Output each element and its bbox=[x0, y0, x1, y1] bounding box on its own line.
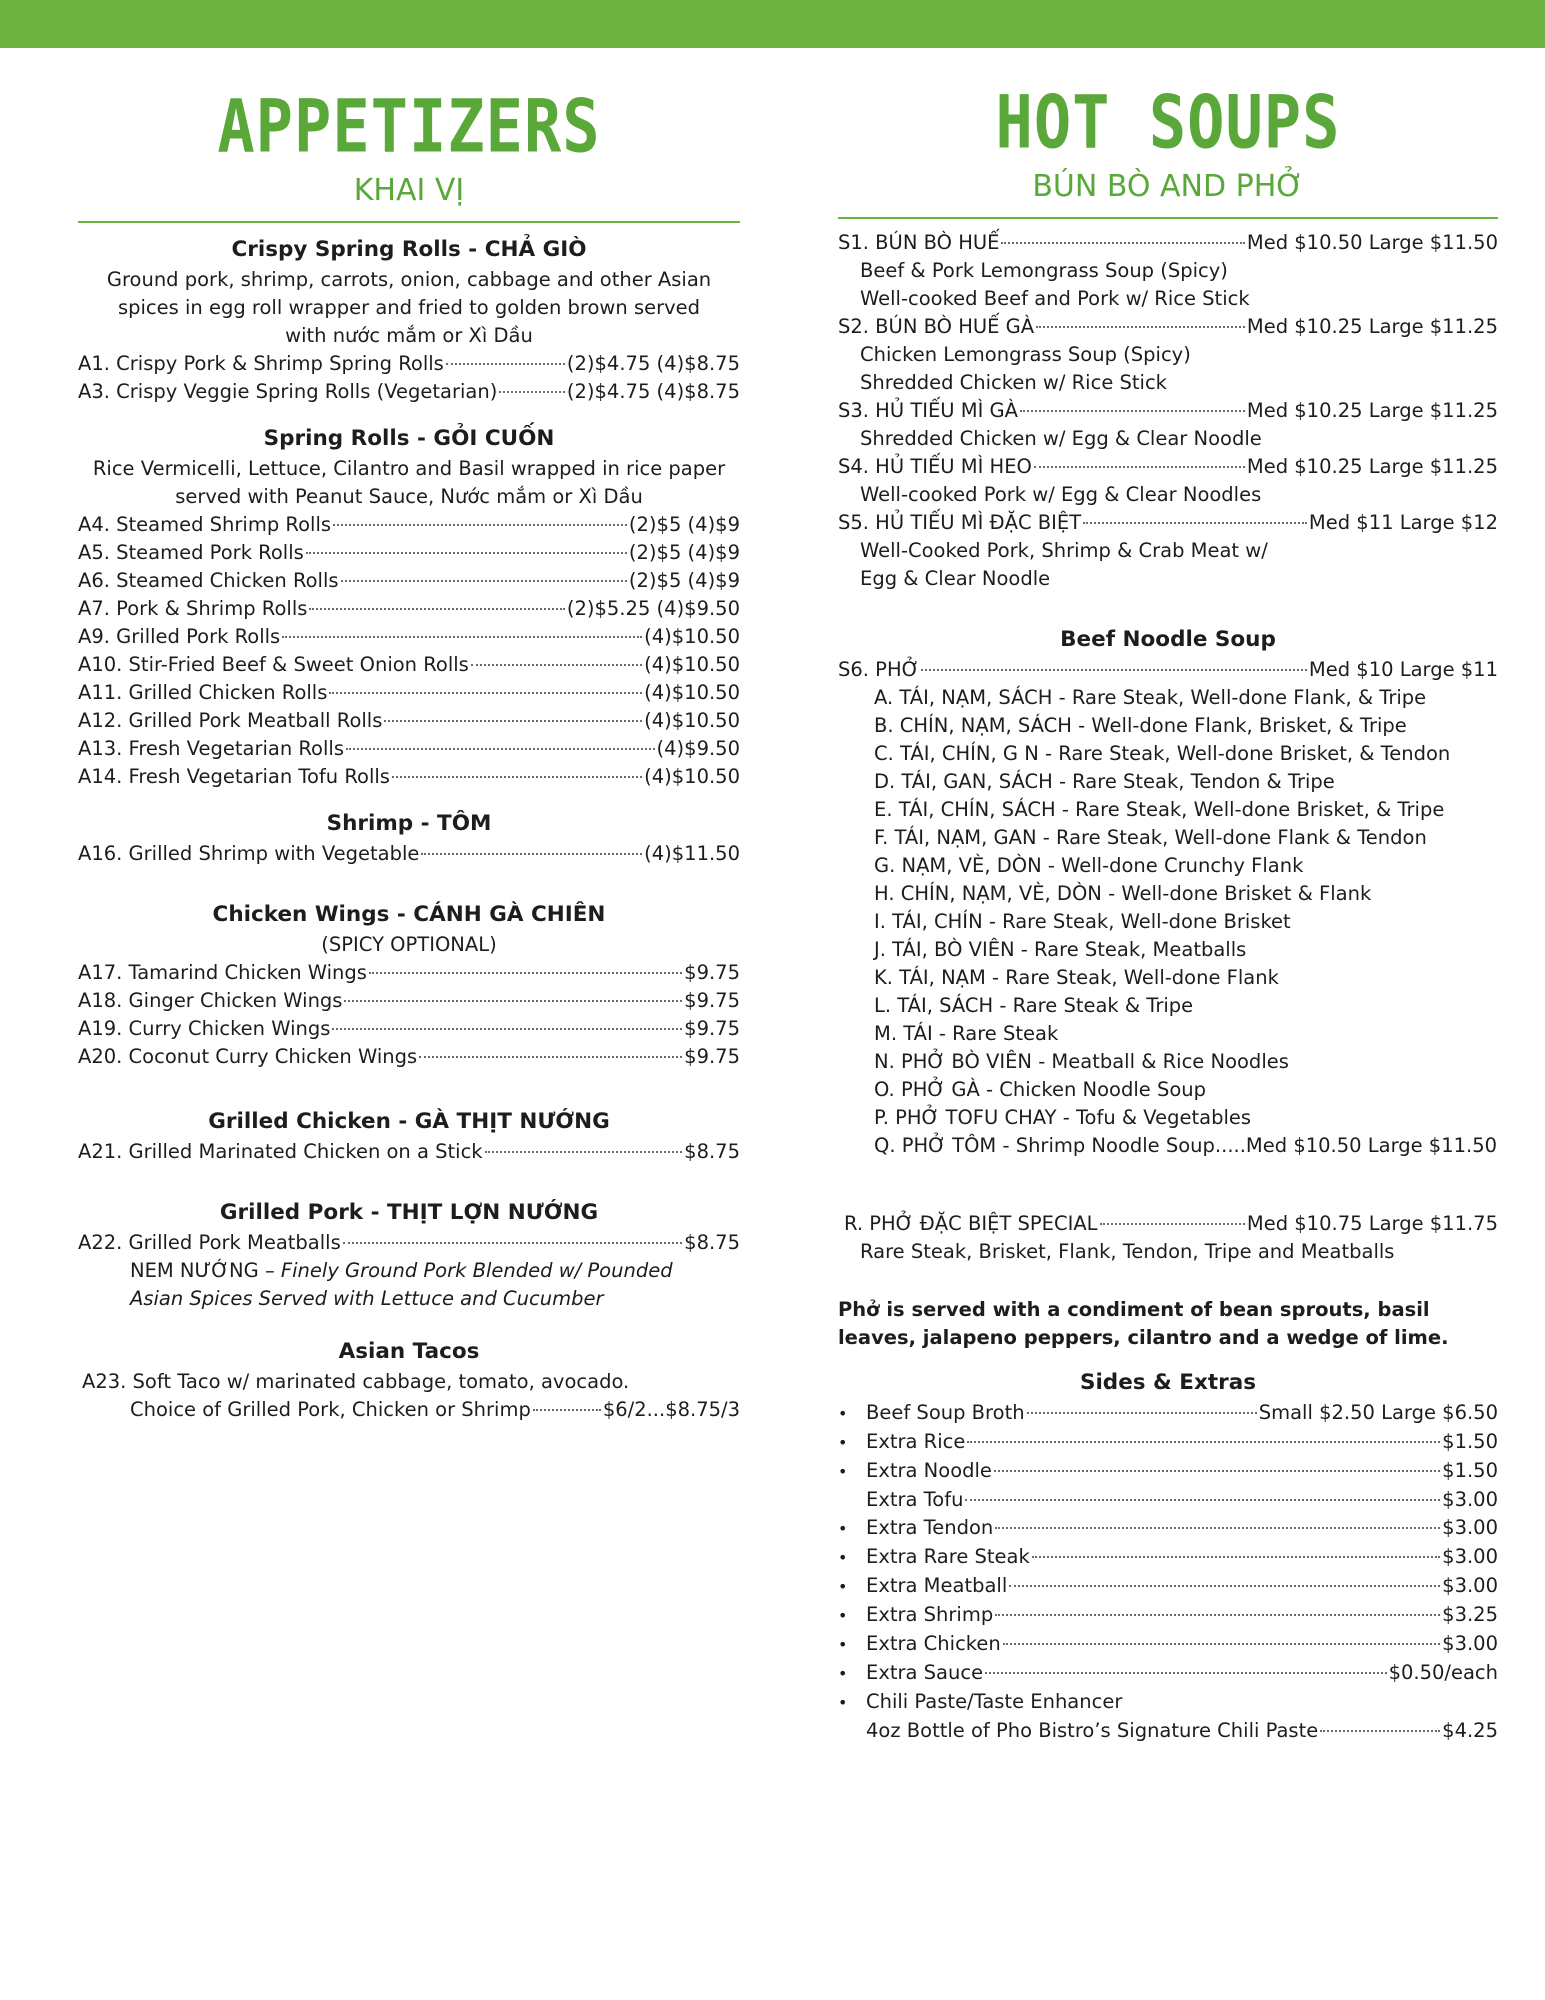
item-price: (4)$11.50 bbox=[644, 842, 740, 865]
menu-item bbox=[838, 229, 1498, 257]
menu-item bbox=[838, 656, 1498, 684]
dot-leader bbox=[392, 776, 642, 778]
item-price: Med $10.25 Large $11.25 bbox=[1246, 455, 1498, 478]
menu-item bbox=[78, 735, 740, 763]
dot-leader bbox=[1320, 1730, 1440, 1732]
item-desc: Beef & Pork Lemongrass Soup (Spicy) bbox=[860, 259, 1228, 282]
item-price: $6/2...$8.75/3 bbox=[602, 1398, 740, 1421]
item-name: Extra Tofu bbox=[866, 1488, 964, 1511]
menu-item bbox=[78, 959, 740, 987]
appetizers-column bbox=[78, 48, 740, 1424]
item-price: (2)$5 (4)$9 bbox=[628, 541, 740, 564]
menu-item bbox=[78, 707, 740, 735]
pho-option: A. TÁI, NẠM, SÁCH - Rare Steak, Well-done Flank, & Tripe bbox=[874, 686, 1427, 709]
dot-leader bbox=[1100, 1223, 1245, 1225]
item-desc: Chicken Lemongrass Soup (Spicy) bbox=[860, 343, 1191, 366]
menu-item bbox=[838, 453, 1498, 481]
item-name: S1. BÚN BÒ HUẾ bbox=[838, 231, 1000, 254]
note-lead: NEM NƯỚNG – bbox=[130, 1259, 281, 1282]
bullet: • bbox=[838, 1548, 848, 1567]
beef-noodle-section-title: Beef Noodle Soup bbox=[1060, 627, 1276, 652]
item-price: (4)$10.50 bbox=[644, 765, 740, 788]
side-item bbox=[838, 1717, 1498, 1745]
item-price: $3.00 bbox=[1442, 1516, 1498, 1539]
dot-leader bbox=[1020, 410, 1245, 412]
dot-leader bbox=[485, 1151, 683, 1153]
dot-leader bbox=[471, 664, 642, 666]
dot-leader bbox=[995, 1527, 1440, 1529]
side-item bbox=[838, 1428, 1498, 1457]
appetizers-header bbox=[78, 48, 740, 207]
dot-leader bbox=[985, 1672, 1387, 1674]
sides-list bbox=[838, 1399, 1498, 1745]
pho-option: L. TÁI, SÁCH - Rare Steak & Tripe bbox=[874, 994, 1194, 1017]
item-desc: Egg & Clear Noodle bbox=[860, 567, 1051, 590]
appetizers-divider bbox=[78, 221, 740, 223]
item-price: Med $10.50 Large $11.50 bbox=[1246, 231, 1498, 254]
spring-desc-line: Rice Vermicelli, Lettuce, Cilantro and Basil wrapped in rice paper bbox=[92, 457, 726, 480]
pho-option: N. PHỞ BÒ VIÊN - Meatball & Rice Noodles bbox=[874, 1050, 1289, 1073]
menu-item bbox=[78, 539, 740, 567]
item-price: $9.75 bbox=[684, 1045, 740, 1068]
item-price: $3.25 bbox=[1442, 1603, 1498, 1626]
crispy-desc-line: with nước mắm or Xì Dầu bbox=[285, 324, 533, 347]
dot-leader bbox=[333, 524, 627, 526]
menu-item bbox=[78, 1043, 740, 1071]
item-price: $0.50/each bbox=[1388, 1661, 1498, 1684]
item-name: A10. Stir-Fried Beef & Sweet Onion Rolls bbox=[78, 653, 469, 676]
dot-leader bbox=[346, 748, 655, 750]
dot-leader bbox=[341, 580, 627, 582]
dot-leader bbox=[1032, 1556, 1440, 1558]
grilled-pork-section-title: Grilled Pork - THỊT LỢN NƯỚNG bbox=[219, 1200, 599, 1225]
item-name: A7. Pork & Shrimp Rolls bbox=[78, 597, 308, 620]
item-price: Med $10.50 Large $11.50 bbox=[1245, 1134, 1498, 1157]
nem-nuong-note-line2: Asian Spices Served with Lettuce and Cucumber bbox=[130, 1287, 604, 1310]
item-price: (4)$10.50 bbox=[644, 709, 740, 732]
item-price: Med $10.25 Large $11.25 bbox=[1246, 399, 1498, 422]
item-price: (4)$9.50 bbox=[656, 737, 740, 760]
note-line: Phở is served with a condiment of bean sprouts, basil bbox=[838, 1298, 1430, 1321]
item-name: A9. Grilled Pork Rolls bbox=[78, 625, 281, 648]
item-name: A6. Steamed Chicken Rolls bbox=[78, 569, 339, 592]
dot-leader bbox=[369, 972, 682, 974]
wings-subtitle: (SPICY OPTIONAL) bbox=[321, 933, 497, 956]
item-price: (2)$5 (4)$9 bbox=[628, 569, 740, 592]
spring-section-title: Spring Rolls - GỎI CUỐN bbox=[263, 426, 555, 451]
dot-leader bbox=[306, 552, 627, 554]
menu-item bbox=[78, 651, 740, 679]
crispy-desc-line: spices in egg roll wrapper and fried to golden brown served bbox=[117, 296, 701, 319]
pho-option: J. TÁI, BÒ VIÊN - Rare Steak, Meatballs bbox=[874, 938, 1247, 961]
pho-option: O. PHỞ GÀ - Chicken Noodle Soup bbox=[874, 1078, 1207, 1101]
note-line: leaves, jalapeno peppers, cilantro and a wedge of lime. bbox=[838, 1326, 1449, 1349]
item-name: A4. Steamed Shrimp Rolls bbox=[78, 513, 332, 536]
bullet: • bbox=[838, 1664, 848, 1683]
dot-leader bbox=[995, 1614, 1440, 1616]
item-name: Extra Rice bbox=[866, 1430, 966, 1453]
wings-section-title: Chicken Wings - CÁNH GÀ CHIÊN bbox=[212, 902, 606, 927]
dot-leader bbox=[1001, 242, 1244, 244]
menu-item bbox=[78, 840, 740, 868]
dot-leader bbox=[921, 669, 1306, 671]
pho-option: M. TÁI - Rare Steak bbox=[874, 1022, 1059, 1045]
item-name: Extra Rare Steak bbox=[866, 1545, 1030, 1568]
pho-condiment-note bbox=[838, 1296, 1498, 1352]
item-price: (2)$4.75 (4)$8.75 bbox=[566, 352, 740, 375]
item-price: $3.00 bbox=[1442, 1632, 1498, 1655]
soups-header bbox=[838, 48, 1498, 203]
sides-section-title: Sides & Extras bbox=[1079, 1370, 1257, 1395]
item-price: Med $10.25 Large $11.25 bbox=[1246, 315, 1498, 338]
bullet: • bbox=[838, 1635, 848, 1654]
item-price: $9.75 bbox=[684, 989, 740, 1012]
pho-option: K. TÁI, NẠM - Rare Steak, Well-done Flank bbox=[874, 966, 1279, 989]
item-price: $3.00 bbox=[1442, 1488, 1498, 1511]
menu-item bbox=[78, 1229, 740, 1257]
item-price: $3.00 bbox=[1442, 1545, 1498, 1568]
crispy-section-title: Crispy Spring Rolls - CHẢ GIÒ bbox=[231, 237, 587, 262]
item-name: Extra Shrimp bbox=[866, 1603, 994, 1626]
appetizers-subtitle: KHAI VỊ bbox=[353, 173, 465, 208]
note-line: Finely Ground Pork Blended w/ Pounded bbox=[280, 1259, 673, 1282]
pho-option: H. CHÍN, NẠM, VÈ, DÒN - Well-done Brisket & Flank bbox=[874, 882, 1372, 905]
item-price: Med $10 Large $11 bbox=[1308, 658, 1498, 681]
dot-leader bbox=[421, 853, 642, 855]
pho-option: P. PHỞ TOFU CHAY - Tofu & Vegetables bbox=[874, 1106, 1252, 1129]
item-price: $4.25 bbox=[1442, 1719, 1498, 1742]
menu-item bbox=[78, 350, 740, 378]
appetizers-title: APPETIZERS bbox=[217, 82, 601, 170]
item-price: $1.50 bbox=[1442, 1459, 1498, 1482]
grilled-chicken-section-title: Grilled Chicken - GÀ THỊT NƯỚNG bbox=[208, 1109, 610, 1134]
item-name: Extra Noodle bbox=[866, 1459, 992, 1482]
side-item bbox=[838, 1630, 1498, 1659]
pho-option: B. CHÍN, NẠM, SÁCH - Well-done Flank, Brisket, & Tripe bbox=[874, 714, 1407, 737]
side-item bbox=[838, 1514, 1498, 1543]
item-desc: Rare Steak, Brisket, Flank, Tendon, Tripe and Meatballs bbox=[860, 1240, 1395, 1263]
item-desc: Well-cooked Pork w/ Egg & Clear Noodles bbox=[860, 483, 1262, 506]
item-name: A11. Grilled Chicken Rolls bbox=[78, 681, 328, 704]
crispy-desc-line: Ground pork, shrimp, carrots, onion, cabbage and other Asian bbox=[106, 268, 712, 291]
pho-option: C. TÁI, CHÍN, G N - Rare Steak, Well-done Brisket, & Tendon bbox=[874, 742, 1451, 765]
soups-title: HOT SOUPS bbox=[995, 78, 1341, 166]
item-price: $3.00 bbox=[1442, 1574, 1498, 1597]
soups-column bbox=[838, 48, 1498, 1745]
menu-page bbox=[0, 48, 1545, 2000]
item-name: A3. Crispy Veggie Spring Rolls (Vegetarian) bbox=[78, 380, 498, 403]
bullet: • bbox=[838, 1462, 848, 1481]
pho-option: I. TÁI, CHÍN - Rare Steak, Well-done Brisket bbox=[874, 910, 1291, 933]
side-item bbox=[838, 1572, 1498, 1601]
menu-item bbox=[838, 509, 1498, 537]
dot-leader bbox=[1009, 1585, 1440, 1587]
item-price: (2)$5.25 (4)$9.50 bbox=[566, 597, 740, 620]
item-name: Choice of Grilled Pork, Chicken or Shrimp bbox=[130, 1398, 531, 1421]
dot-leader bbox=[309, 608, 565, 610]
item-name: A14. Fresh Vegetarian Tofu Rolls bbox=[78, 765, 390, 788]
menu-item bbox=[78, 763, 740, 791]
item-name: S5. HỦ TIẾU MÌ ĐẶC BIỆT bbox=[838, 511, 1082, 534]
dot-leader bbox=[967, 1441, 1440, 1443]
item-price: $8.75 bbox=[684, 1140, 740, 1163]
soups-divider bbox=[838, 217, 1498, 219]
side-item bbox=[838, 1486, 1498, 1514]
side-item bbox=[838, 1688, 1498, 1717]
item-name: Extra Tendon bbox=[866, 1516, 994, 1539]
item-price: $9.75 bbox=[684, 961, 740, 984]
menu-item bbox=[78, 679, 740, 707]
pho-option-q bbox=[874, 1132, 1498, 1160]
item-name: A12. Grilled Pork Meatball Rolls bbox=[78, 709, 383, 732]
dot-leader bbox=[282, 636, 642, 638]
item-price: (4)$10.50 bbox=[644, 653, 740, 676]
dot-leader bbox=[1027, 1412, 1257, 1414]
menu-item bbox=[78, 378, 740, 406]
item-name: A13. Fresh Vegetarian Rolls bbox=[78, 737, 344, 760]
soups-subtitle: BÚN BÒ AND PHỞ bbox=[1032, 169, 1304, 204]
item-price: (2)$5 (4)$9 bbox=[628, 513, 740, 536]
item-name: A22. Grilled Pork Meatballs bbox=[78, 1231, 341, 1254]
menu-item bbox=[78, 511, 740, 539]
item-name: R. PHỞ ĐẶC BIỆT SPECIAL bbox=[844, 1212, 1098, 1235]
menu-item bbox=[78, 595, 740, 623]
item-name: Q. PHỞ TÔM - Shrimp Noodle Soup..... bbox=[874, 1134, 1246, 1157]
item-name: A23. Soft Taco w/ marinated cabbage, tomato, avocado. bbox=[82, 1370, 630, 1393]
spring-desc-line: served with Peanut Sauce, Nước mắm or Xì Dầu bbox=[175, 485, 643, 508]
side-item bbox=[838, 1399, 1498, 1428]
bullet: • bbox=[838, 1404, 848, 1423]
tacos-section-title: Asian Tacos bbox=[338, 1339, 480, 1364]
item-price: (4)$10.50 bbox=[644, 681, 740, 704]
item-price: $9.75 bbox=[684, 1017, 740, 1040]
item-desc: Shredded Chicken w/ Egg & Clear Noodle bbox=[860, 427, 1262, 450]
top-green-bar bbox=[0, 0, 1545, 48]
item-name: S3. HỦ TIẾU MÌ GÀ bbox=[838, 399, 1018, 422]
bullet: • bbox=[838, 1519, 848, 1538]
menu-item bbox=[838, 397, 1498, 425]
item-price: $8.75 bbox=[684, 1231, 740, 1254]
pho-options-list bbox=[838, 684, 1498, 1160]
item-price: Med $10.75 Large $11.75 bbox=[1246, 1212, 1498, 1235]
item-price: (2)$4.75 (4)$8.75 bbox=[566, 380, 740, 403]
menu-item bbox=[78, 1015, 740, 1043]
item-name: Extra Meatball bbox=[866, 1574, 1008, 1597]
item-name: A1. Crispy Pork & Shrimp Spring Rolls bbox=[78, 352, 444, 375]
item-name: A20. Coconut Curry Chicken Wings bbox=[78, 1045, 418, 1068]
shrimp-section-title: Shrimp - TÔM bbox=[326, 811, 492, 836]
dot-leader bbox=[499, 391, 565, 393]
side-item bbox=[838, 1457, 1498, 1486]
item-name: A16. Grilled Shrimp with Vegetable bbox=[78, 842, 420, 865]
pho-option: G. NẠM, VÈ, DÒN - Well-done Crunchy Flank bbox=[874, 854, 1304, 877]
bullet: • bbox=[838, 1693, 848, 1712]
dot-leader bbox=[329, 692, 642, 694]
item-desc: Well-Cooked Pork, Shrimp & Crab Meat w/ bbox=[860, 539, 1268, 562]
item-price: (4)$10.50 bbox=[644, 625, 740, 648]
item-name: A17. Tamarind Chicken Wings bbox=[78, 961, 367, 984]
item-desc: Shredded Chicken w/ Rice Stick bbox=[860, 371, 1167, 394]
pho-option: F. TÁI, NẠM, GAN - Rare Steak, Well-done Flank & Tendon bbox=[874, 826, 1427, 849]
dot-leader bbox=[446, 363, 565, 365]
dot-leader bbox=[332, 1028, 682, 1030]
side-item bbox=[838, 1543, 1498, 1572]
dot-leader bbox=[344, 1000, 682, 1002]
item-name: Chili Paste/Taste Enhancer bbox=[866, 1690, 1123, 1713]
menu-item bbox=[838, 1210, 1498, 1238]
item-name: 4oz Bottle of Pho Bistro’s Signature Chili Paste bbox=[866, 1719, 1319, 1742]
item-name: A5. Steamed Pork Rolls bbox=[78, 541, 304, 564]
item-name: S2. BÚN BÒ HUẾ GÀ bbox=[838, 315, 1035, 338]
dot-leader bbox=[1036, 326, 1245, 328]
menu-item bbox=[838, 313, 1498, 341]
dot-leader bbox=[1003, 1643, 1440, 1645]
side-item bbox=[838, 1601, 1498, 1630]
dot-leader bbox=[994, 1470, 1440, 1472]
dot-leader bbox=[965, 1499, 1440, 1501]
item-name: Extra Chicken bbox=[866, 1632, 1001, 1655]
menu-item bbox=[78, 1396, 740, 1424]
item-name: S6. PHỞ bbox=[838, 658, 920, 681]
bullet: • bbox=[838, 1577, 848, 1596]
item-name: A19. Curry Chicken Wings bbox=[78, 1017, 331, 1040]
item-name: Beef Soup Broth bbox=[866, 1401, 1025, 1424]
item-name: Extra Sauce bbox=[866, 1661, 984, 1684]
item-name: A18. Ginger Chicken Wings bbox=[78, 989, 343, 1012]
item-price: Small $2.50 Large $6.50 bbox=[1258, 1401, 1498, 1424]
menu-item bbox=[78, 1138, 740, 1166]
dot-leader bbox=[419, 1056, 682, 1058]
item-desc: Well-cooked Beef and Pork w/ Rice Stick bbox=[860, 287, 1250, 310]
nem-nuong-note bbox=[78, 1257, 740, 1285]
menu-item bbox=[78, 987, 740, 1015]
item-name: S4. HỦ TIẾU MÌ HEO bbox=[838, 455, 1032, 478]
bullet: • bbox=[838, 1606, 848, 1625]
dot-leader bbox=[343, 1242, 682, 1244]
dot-leader bbox=[1034, 466, 1245, 468]
item-name: A21. Grilled Marinated Chicken on a Stick bbox=[78, 1140, 483, 1163]
item-price: Med $11 Large $12 bbox=[1308, 511, 1498, 534]
dot-leader bbox=[533, 1409, 601, 1411]
dot-leader bbox=[384, 720, 642, 722]
taco-line bbox=[78, 1368, 740, 1396]
menu-item bbox=[78, 623, 740, 651]
item-price: $1.50 bbox=[1442, 1430, 1498, 1453]
dot-leader bbox=[1083, 522, 1307, 524]
menu-item bbox=[78, 567, 740, 595]
pho-option: D. TÁI, GAN, SÁCH - Rare Steak, Tendon & Tripe bbox=[874, 770, 1335, 793]
pho-option: E. TÁI, CHÍN, SÁCH - Rare Steak, Well-done Brisket, & Tripe bbox=[874, 798, 1445, 821]
side-item bbox=[838, 1659, 1498, 1688]
bullet: • bbox=[838, 1433, 848, 1452]
